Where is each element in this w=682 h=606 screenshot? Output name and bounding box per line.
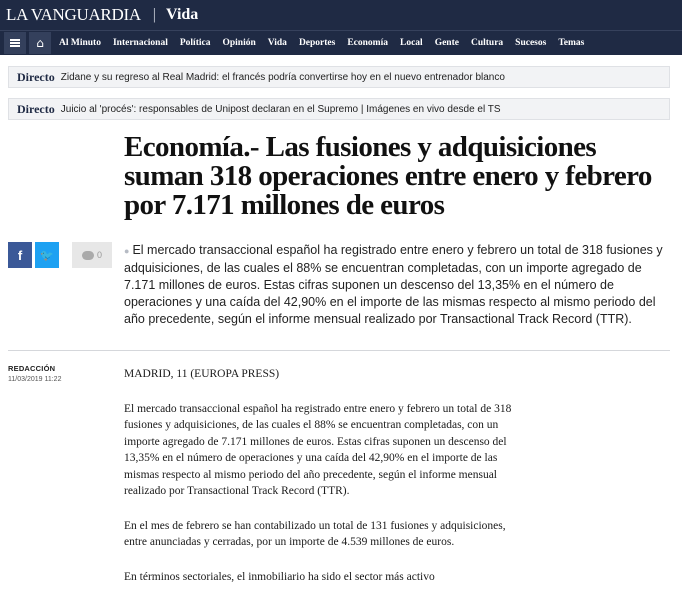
publish-date: 11/03/2019 11:22	[8, 376, 62, 383]
twitter-icon: 🐦	[40, 248, 54, 262]
live-news-row[interactable]	[8, 66, 670, 88]
nav-item-vida[interactable]: Vida	[267, 38, 287, 48]
share-bar	[8, 242, 115, 268]
site-logo[interactable]: LA VANGUARDIA	[6, 5, 141, 24]
live-headline-link[interactable]: Juicio al 'procés': responsables de Unipost declaran en el Supremo | Imágenes en vivo desde el TS	[60, 103, 501, 115]
nav-item-opinion[interactable]: Opinión	[222, 38, 256, 48]
divider	[8, 350, 670, 351]
article-dateline: MADRID, 11 (EUROPA PRESS)	[124, 368, 280, 380]
nav-item-temas[interactable]: Temas	[558, 38, 585, 48]
facebook-share-button[interactable]	[8, 242, 32, 268]
nav-item-deportes[interactable]: Deportes	[298, 38, 336, 48]
live-news-row[interactable]	[8, 98, 670, 120]
lead-text: El mercado transaccional español ha registrado entre enero y febrero un total de 318 fusiones y adquisiciones, de las cuales el 88% se encuentran completadas, con un importe agregado de 7.171 millones de euros. Estas cifras suponen un descenso del 13,35% en el número de operaciones y una caída del 42,90% en el importe de las mismas respecto al mismo periodo del año precedente, según el informe mensual realizado por Transactional Track Record (TTR).	[124, 243, 663, 326]
bullet-icon: ●	[124, 246, 130, 256]
nav-item-internacional[interactable]: Internacional	[112, 38, 168, 48]
nav-item-local[interactable]: Local	[399, 38, 423, 48]
nav-item-cultura[interactable]: Cultura	[470, 38, 504, 48]
main-nav	[0, 30, 682, 55]
article-paragraph: El mercado transaccional español ha registrado entre enero y febrero un total de 318 fusiones y adquisiciones, de las cuales el 88% se encuentran completadas, con un importe agregado de 7.171 millones de euros. Estas cifras suponen un descenso del 13,35% en el número de operaciones y una caída del 42,90% en el importe de las mismas respecto al mismo periodo del año precedente, según el informe mensual realizado por Transactional Track Record (TTR).	[124, 402, 512, 497]
article-headline: Economía.- Las fusiones y adquisiciones suman 318 operaciones entre enero y febrero por 7.171 millones de euros	[124, 131, 652, 221]
live-headline-link[interactable]: Zidane y su regreso al Real Madrid: el francés podría convertirse hoy en el nuevo entrenador blanco	[60, 71, 505, 83]
hamburger-icon	[10, 39, 20, 47]
home-button[interactable]	[29, 32, 51, 54]
twitter-share-button[interactable]	[35, 242, 59, 268]
article-lead	[124, 242, 666, 328]
comments-button[interactable]	[72, 242, 112, 268]
article-body	[124, 366, 516, 603]
nav-items	[59, 38, 596, 48]
live-tag: Directo	[17, 101, 55, 116]
comments-count: 0	[96, 250, 102, 260]
menu-button[interactable]	[4, 32, 26, 54]
home-icon: ⌂	[36, 36, 44, 50]
section-title[interactable]: Vida	[166, 6, 199, 23]
nav-item-gente[interactable]: Gente	[434, 38, 459, 48]
live-tag: Directo	[17, 69, 55, 84]
nav-item-sucesos[interactable]: Sucesos	[515, 38, 547, 48]
article-paragraph: En términos sectoriales, el inmobiliario ha sido el sector más activo	[124, 570, 435, 583]
article-paragraph: En el mes de febrero se han contabilizado un total de 131 fusiones y adquisiciones, entre anunciadas y cerradas, por un importe de 4.539 millones de euros.	[124, 519, 506, 548]
comment-bubble-icon	[82, 251, 94, 260]
top-bar	[0, 0, 682, 30]
nav-item-al-minuto[interactable]: Al Minuto	[59, 38, 101, 48]
nav-item-economia[interactable]: Economía	[347, 38, 388, 48]
author-name[interactable]: REDACCIÓN	[8, 364, 56, 373]
nav-item-politica[interactable]: Política	[179, 38, 211, 48]
facebook-icon: f	[17, 247, 23, 263]
logo-separator: |	[152, 6, 156, 23]
